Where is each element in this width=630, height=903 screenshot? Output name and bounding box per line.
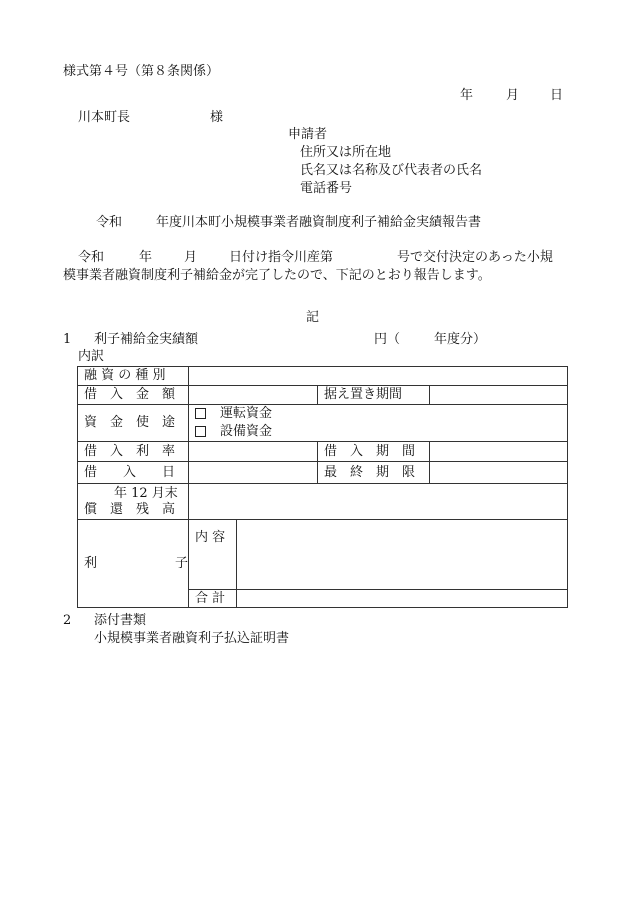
- body-era: 令和: [78, 250, 105, 265]
- checkbox-operating[interactable]: [195, 408, 206, 419]
- attachment-item: 小規模事業者融資利子払込証明書: [94, 631, 290, 646]
- borrow-date-value: [189, 462, 318, 484]
- fund-use-options: [189, 405, 568, 442]
- body-line1-rest: 号で交付決定のあった小規: [397, 250, 553, 265]
- deferment-label: 据え置き期間: [318, 386, 430, 405]
- applicant-heading: 申請者: [288, 127, 328, 142]
- total-label: 合 計: [189, 590, 237, 608]
- body-line2: 模事業者融資制度利子補給金が完了したので、下記のとおり報告します。: [63, 268, 491, 283]
- balance-label-line1: 年 12 月末: [114, 485, 178, 501]
- content-label: 内 容: [189, 520, 237, 590]
- body-year: 年: [139, 250, 153, 265]
- form-number: 様式第４号（第８条関係）: [63, 64, 220, 79]
- section1-fiscal-year: 年度分）: [434, 332, 487, 347]
- total-value: [237, 590, 568, 608]
- interest-label: 利 子: [78, 520, 189, 608]
- loan-type-label: 融 資 の 種 別: [78, 367, 189, 386]
- date-year: 年: [460, 88, 474, 103]
- breakdown-table: [77, 366, 568, 608]
- date-month: 月: [506, 88, 520, 103]
- section1-number: 1: [63, 332, 72, 347]
- final-due-value: [430, 462, 568, 484]
- loan-type-value: [189, 367, 568, 386]
- borrow-amount-label: 借 入 金 額: [78, 386, 189, 405]
- body-month: 月: [184, 250, 198, 265]
- section1-breakdown: 内訳: [78, 349, 105, 364]
- addressee-name: 川本町長: [78, 110, 131, 125]
- borrow-period-label: 借 入 期 間: [318, 442, 430, 462]
- balance-label: [78, 484, 189, 520]
- addressee-honorific: 様: [210, 110, 224, 125]
- row-borrow-amount: [78, 386, 568, 405]
- checkbox-equipment[interactable]: [195, 426, 206, 437]
- fund-option-operating: [195, 405, 561, 423]
- section1-title: 利子補給金実績額: [94, 332, 199, 347]
- title-era: 令和: [96, 215, 123, 230]
- applicant-name-label: 氏名又は名称及び代表者の氏名: [300, 163, 483, 178]
- row-borrow-date: [78, 462, 568, 484]
- section2-title: 添付書類: [94, 613, 147, 628]
- row-interest-rate: [78, 442, 568, 462]
- fund-option-equipment: [195, 423, 561, 441]
- applicant-phone-label: 電話番号: [300, 181, 353, 196]
- report-title: 年度川本町小規模事業者融資制度利子補給金実績報告書: [156, 215, 482, 230]
- borrow-period-value: [430, 442, 568, 462]
- body-day-text: 日付け指令川産第: [229, 250, 334, 265]
- fund-option-operating-label: 運転資金: [220, 406, 273, 421]
- balance-label-line2: 償 還 残 高: [84, 501, 176, 517]
- applicant-address-label: 住所又は所在地: [300, 145, 392, 160]
- interest-rate-value: [189, 442, 318, 462]
- fund-use-label: 資 金 使 途: [78, 405, 189, 442]
- ki-heading: 記: [306, 310, 320, 325]
- section2-number: 2: [63, 613, 72, 628]
- interest-rate-label: 借 入 利 率: [78, 442, 189, 462]
- row-balance: [78, 484, 568, 520]
- row-fund-use: [78, 405, 568, 442]
- final-due-label: 最 終 期 限: [318, 462, 430, 484]
- fund-option-equipment-label: 設備資金: [220, 424, 273, 439]
- content-value: [237, 520, 568, 590]
- deferment-value: [430, 386, 568, 405]
- row-interest-content: [78, 520, 568, 590]
- date-day: 日: [550, 88, 564, 103]
- section1-yen: 円（: [374, 332, 401, 347]
- borrow-amount-value: [189, 386, 318, 405]
- borrow-date-label: 借 入 日: [78, 462, 189, 484]
- row-loan-type: [78, 367, 568, 386]
- balance-value: [189, 484, 568, 520]
